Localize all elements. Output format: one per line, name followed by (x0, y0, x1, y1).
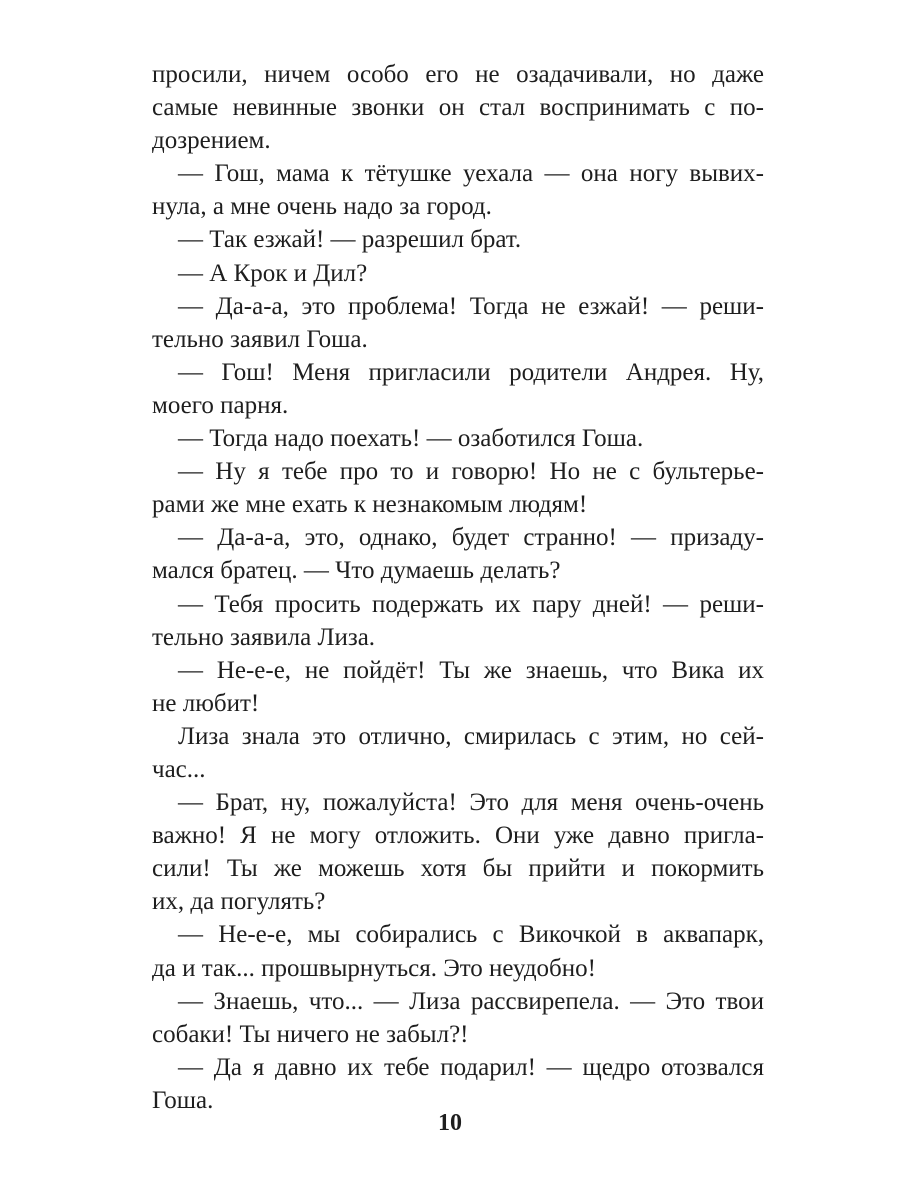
text-line: тельно заявила Лиза. (152, 623, 376, 651)
text-line: — Так езжай! — разрешил брат. (178, 226, 522, 254)
text-line: — Тебя просить подержать их пару дней! — реши- (178, 590, 764, 618)
text-line: — Тогда надо поехать! — озаботился Гоша. (178, 425, 644, 453)
text-line: — Не-е-е, не пойдёт! Ты же знаешь, что Вика их (178, 656, 764, 684)
text-line: — Знаешь, что... — Лиза рассвирепела. — Это твои (178, 987, 764, 1015)
text-line: рами же мне ехать к незнакомым людям! (152, 491, 588, 519)
text-line: тельно заявил Гоша. (152, 325, 368, 353)
text-line: дозрением. (152, 127, 271, 155)
text-line: важно! Я не могу отложить. Они уже давно пригла- (152, 822, 764, 850)
text-line: Гоша. (152, 1086, 214, 1114)
text-line: просили, ничем особо его не озадачивали, но даже (152, 61, 764, 88)
text-line: — Гош, мама к тётушке уехала — она ногу вывих- (178, 160, 764, 188)
text-line: собаки! Ты ничего не забыл?! (152, 1020, 469, 1048)
text-line: — Брат, ну, пожалуйста! Это для меня очень-очень (178, 789, 764, 817)
text-line: — Ну я тебе про то и говорю! Но не с бультерье- (178, 458, 764, 486)
text-line: нула, а мне очень надо за город. (152, 193, 492, 221)
body-text (152, 58, 764, 1117)
text-line: час... (152, 755, 206, 783)
text-line: — Да-а-а, это, однако, будет странно! — призаду- (178, 524, 764, 552)
text-line: мался братец. — Что думаешь делать? (152, 557, 561, 585)
text-line: сили! Ты же можешь хотя бы прийти и покормить (152, 855, 764, 883)
text-line: — Гош! Меня пригласили родители Андрея. Ну, (178, 358, 764, 386)
text-line: самые невинные звонки он стал воспринимать с по- (152, 94, 764, 122)
text-line: — Не-е-е, мы собирались с Викочкой в аквапарк, (178, 921, 764, 949)
text-line: да и так... прошвырнуться. Это неудобно! (152, 954, 596, 982)
text-line: моего парня. (152, 391, 289, 419)
text-line: Лиза знала это отлично, смирилась с этим, но сей- (178, 722, 764, 750)
text-line: — Да-а-а, это проблема! Тогда не езжай! — реши- (178, 292, 764, 320)
text-line: — А Крок и Дил? (178, 259, 368, 287)
text-line: не любит! (152, 689, 260, 717)
text-line: — Да я давно их тебе подарил! — щедро отозвался (178, 1053, 764, 1081)
text-line: их, да погулять? (152, 888, 326, 916)
page-number: 10 (438, 1110, 462, 1136)
